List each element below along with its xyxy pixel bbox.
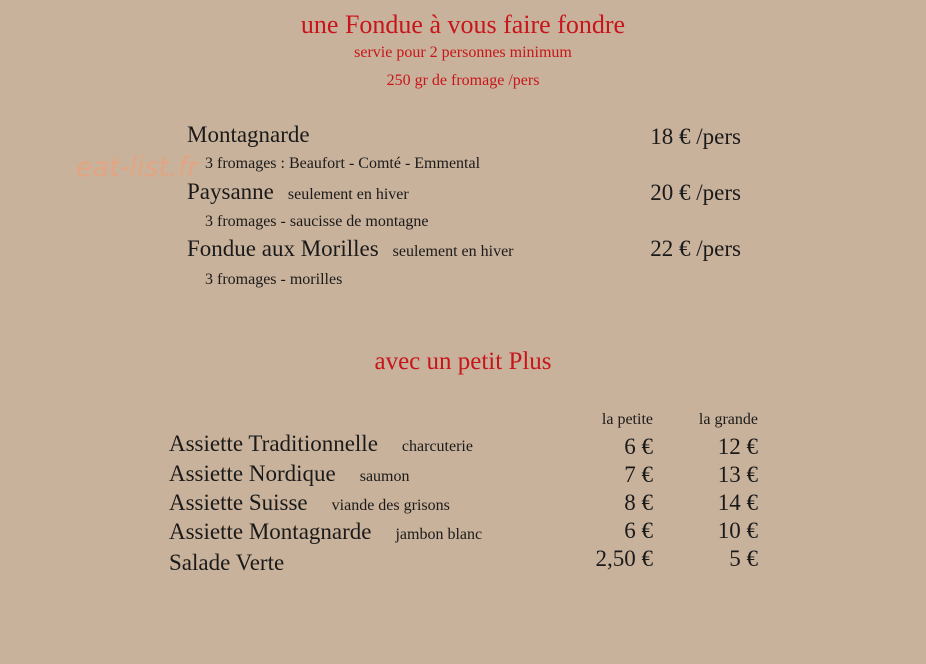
extras-item <box>169 519 482 545</box>
fondue-item <box>187 122 310 148</box>
extras-note: jambon blanc <box>395 526 483 543</box>
extras-name: Assiette Suisse <box>169 490 308 515</box>
section-title-extras: avec un petit Plus <box>374 348 552 375</box>
extras-item <box>169 550 284 576</box>
extras-item <box>169 431 473 457</box>
fondue-price: 22 € /pers <box>650 236 741 261</box>
extras-item <box>169 461 410 487</box>
extras-name: Salade Verte <box>169 550 285 575</box>
fondue-description: 3 fromages - saucisse de montagne <box>205 213 429 230</box>
fondue-price: 18 € /pers <box>650 124 741 149</box>
extras-name: Assiette Nordique <box>169 461 336 486</box>
extras-price-small: 8 € <box>624 490 653 515</box>
fondue-description: 3 fromages - morilles <box>205 271 343 288</box>
watermark-logo: eat-list.fr <box>76 152 199 183</box>
extras-price-large: 13 € <box>717 462 758 487</box>
extras-price-small: 6 € <box>624 518 653 543</box>
fondue-price: 20 € /pers <box>650 180 741 205</box>
extras-price-large: 10 € <box>717 518 758 543</box>
extras-name: Assiette Traditionnelle <box>169 431 378 456</box>
extras-price-small: 7 € <box>624 462 653 487</box>
subtitle-cheese-amount: 250 gr de fromage /pers <box>386 72 540 89</box>
extras-price-large: 5 € <box>729 546 758 571</box>
fondue-name: Montagnarde <box>187 122 310 147</box>
extras-note: viande des grisons <box>331 497 450 514</box>
fondue-description: 3 fromages : Beaufort - Comté - Emmental <box>205 155 481 172</box>
fondue-name: Fondue aux Morilles <box>187 236 379 261</box>
extras-name: Assiette Montagnarde <box>169 519 372 544</box>
extras-note: charcuterie <box>401 438 473 455</box>
fondue-season-note: seulement en hiver <box>392 243 514 260</box>
fondue-item <box>187 236 514 262</box>
subtitle-min-persons: servie pour 2 personnes minimum <box>354 44 572 61</box>
extras-price-large: 14 € <box>717 490 758 515</box>
fondue-item <box>187 179 409 205</box>
column-header-large: la grande <box>698 411 758 428</box>
extras-price-large: 12 € <box>717 434 758 459</box>
fondue-season-note: seulement en hiver <box>287 186 409 203</box>
page-title: une Fondue à vous faire fondre <box>300 10 626 39</box>
fondue-name: Paysanne <box>187 179 274 204</box>
extras-price-small: 2,50 € <box>595 546 653 571</box>
extras-price-small: 6 € <box>624 434 653 459</box>
column-header-small: la petite <box>601 411 653 428</box>
extras-note: saumon <box>359 468 410 485</box>
extras-item <box>169 490 450 516</box>
